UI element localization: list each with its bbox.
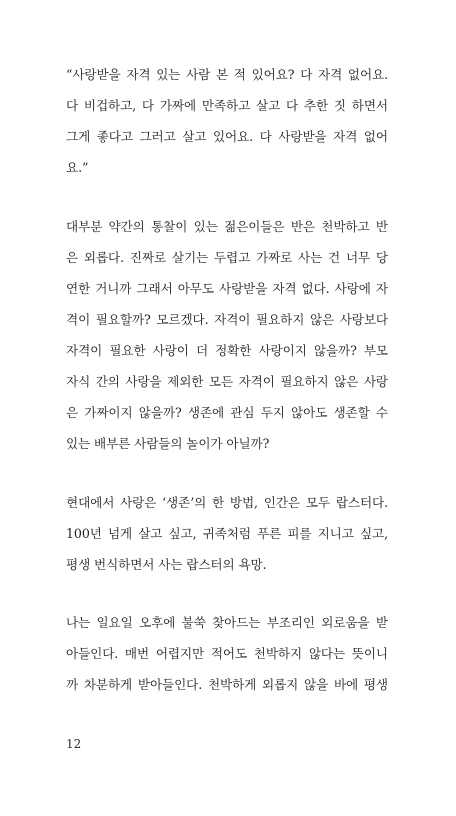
- text-line: 자식 간의 사랑을 제외한 모든 자격이 필요하지 않은 사랑: [66, 374, 388, 389]
- text-line: 까 차분하게 받아들인다. 천박하게 외롭지 않을 바에 평생: [66, 677, 388, 692]
- text-line: 있는 배부른 사람들의 놀이가 아닐까?: [66, 436, 270, 451]
- text-line: 평생 번식하면서 사는 랍스터의 욕망.: [66, 557, 267, 572]
- text-line: 현대에서 사랑은 ‘생존’의 한 방법, 인간은 모두 랍스터다.: [66, 495, 388, 510]
- text-line: 은 가짜이지 않을까? 생존에 관심 두지 않아도 생존할 수: [66, 405, 388, 420]
- text-line: 다 비겁하고, 다 가짜에 만족하고 살고 다 추한 짓 하면서: [66, 98, 388, 113]
- text-line: 요.”: [66, 160, 89, 175]
- text-line: 아들인다. 매번 어렵지만 적어도 천박하지 않다는 뜻이니: [66, 646, 388, 661]
- text-line: 연한 거니까 그래서 아무도 사랑받을 자격 없다. 사랑에 자: [66, 281, 388, 296]
- text-line: 나는 일요일 오후에 불쑥 찾아드는 부조리인 외로움을 받: [66, 615, 388, 630]
- text-line: 격이 필요할까? 모르겠다. 자격이 필요하지 않은 사랑보다: [66, 312, 388, 327]
- text-line: 은 외롭다. 진짜로 살기는 두렵고 가짜로 사는 건 너무 당: [66, 250, 388, 265]
- text-line: 100년 넘게 살고 싶고, 귀족처럼 푸른 피를 지니고 싶고,: [66, 526, 388, 541]
- page-number: 12: [66, 737, 82, 751]
- text-line: 그게 좋다고 그러고 살고 있어요. 다 사랑받을 자격 없어: [66, 129, 388, 144]
- text-line: 자격이 필요한 사랑이 더 정확한 사랑이지 않을까? 부모: [66, 343, 388, 358]
- text-line: 대부분 약간의 통찰이 있는 젊은이들은 반은 천박하고 반: [66, 219, 388, 234]
- text-line: “사랑받을 자격 있는 사람 본 적 있어요? 다 자격 없어요.: [66, 67, 388, 82]
